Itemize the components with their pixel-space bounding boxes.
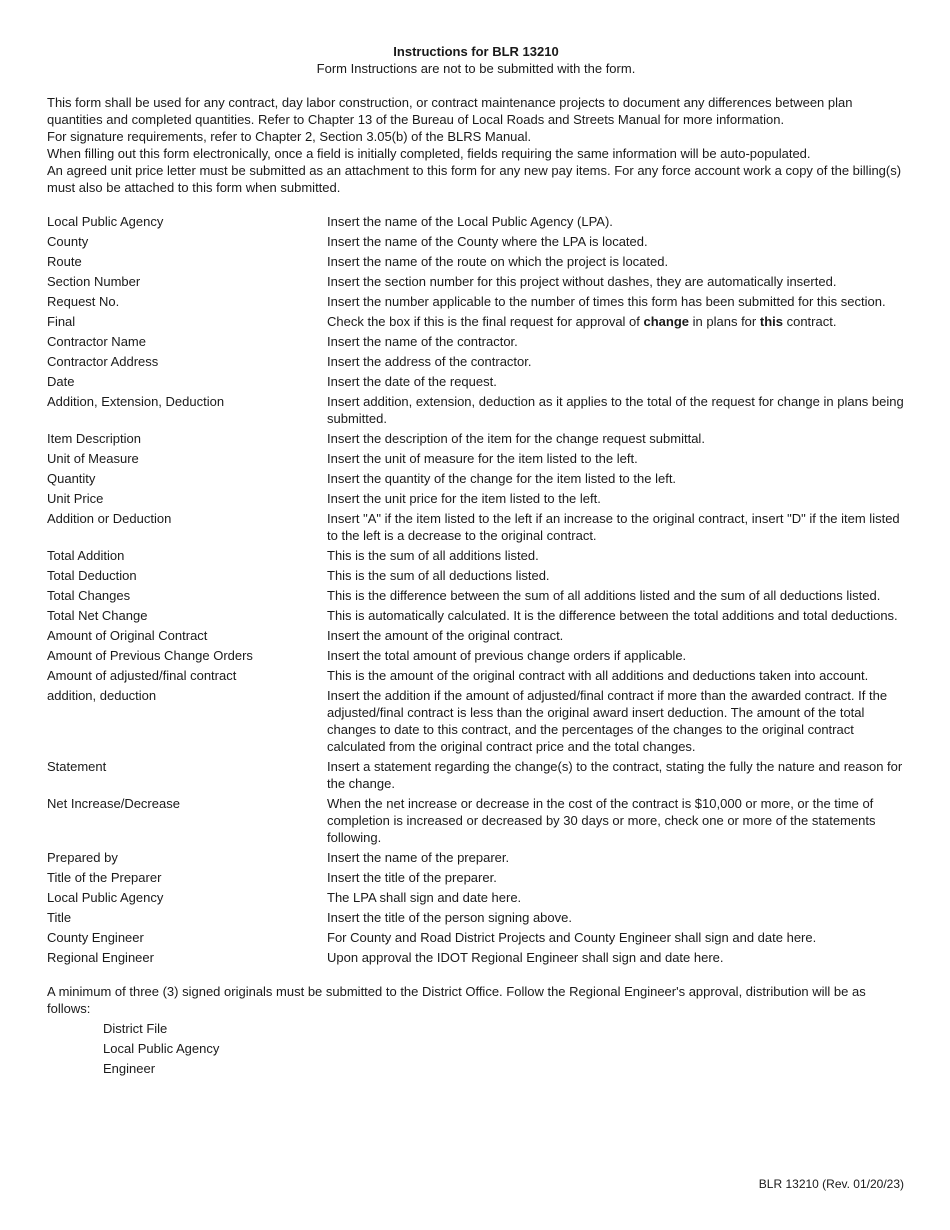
field-name: Section Number bbox=[47, 274, 141, 289]
field-name: Local Public Agency bbox=[47, 890, 164, 905]
definition-row bbox=[47, 929, 905, 946]
definition-row bbox=[47, 393, 905, 427]
definition-row bbox=[47, 607, 905, 624]
instructions-page bbox=[47, 43, 905, 1080]
form-revision: BLR 13210 (Rev. 01/20/23) bbox=[758, 1177, 904, 1191]
field-instruction: This is automatically calculated. It is the difference between the total additions and total deductions. bbox=[327, 608, 898, 623]
field-instruction: When the net increase or decrease in the cost of the contract is $10,000 or more, or the time of completion is increased or decreased by 30 days or more, check one or more of the statements following. bbox=[327, 796, 876, 845]
definition-row bbox=[47, 293, 905, 310]
field-name: Title of the Preparer bbox=[47, 870, 162, 885]
definition-row bbox=[47, 510, 905, 544]
page-title: Instructions for BLR 13210 bbox=[393, 44, 559, 59]
distribution-item: District File bbox=[103, 1021, 168, 1036]
field-instruction: Insert the number applicable to the number of times this form has been submitted for this section. bbox=[327, 294, 886, 309]
field-name: Request No. bbox=[47, 294, 120, 309]
field-name: addition, deduction bbox=[47, 688, 157, 703]
field-instruction: Insert the unit of measure for the item listed to the left. bbox=[327, 451, 638, 466]
definition-row bbox=[47, 758, 905, 792]
definition-row bbox=[47, 373, 905, 390]
definition-row bbox=[47, 333, 905, 350]
definition-row bbox=[47, 353, 905, 370]
field-instruction bbox=[327, 313, 905, 330]
field-name: County Engineer bbox=[47, 930, 144, 945]
emphasis-text: change bbox=[643, 314, 690, 329]
field-instruction: Insert the date of the request. bbox=[327, 374, 497, 389]
distribution-item: Engineer bbox=[103, 1061, 156, 1076]
field-name: Item Description bbox=[47, 431, 141, 446]
field-instruction: Insert the description of the item for the change request submittal. bbox=[327, 431, 705, 446]
field-instruction: Upon approval the IDOT Regional Engineer shall sign and date here. bbox=[327, 950, 724, 965]
field-instruction: Insert "A" if the item listed to the left if an increase to the original contract, insert "D" if the item listed to the left is a decrease to the original contract. bbox=[327, 511, 900, 543]
field-name: Total Net Change bbox=[47, 608, 148, 623]
field-instruction: Insert the amount of the original contract. bbox=[327, 628, 564, 643]
definition-row bbox=[47, 849, 905, 866]
definition-row bbox=[47, 430, 905, 447]
field-instruction: Insert the address of the contractor. bbox=[327, 354, 532, 369]
field-instruction: Insert the name of the contractor. bbox=[327, 334, 518, 349]
field-instruction: Insert the quantity of the change for the item listed to the left. bbox=[327, 471, 677, 486]
intro-paragraph: An agreed unit price letter must be submitted as an attachment to this form for any new pay items. For any force account work a copy of the billing(s) must also be attached to this form when submitted. bbox=[47, 163, 902, 195]
field-name: Date bbox=[47, 374, 75, 389]
definition-row bbox=[47, 253, 905, 270]
definition-row bbox=[47, 547, 905, 564]
field-name: Regional Engineer bbox=[47, 950, 154, 965]
instruction-text: Check the box if this is the final request for approval of bbox=[327, 314, 644, 329]
field-name: Amount of adjusted/final contract bbox=[47, 668, 237, 683]
definition-row bbox=[47, 313, 905, 330]
field-instruction: Insert the name of the County where the LPA is located. bbox=[327, 234, 648, 249]
definition-row bbox=[47, 273, 905, 290]
definition-row bbox=[47, 647, 905, 664]
definition-row bbox=[47, 627, 905, 644]
intro-paragraph: When filling out this form electronically, once a field is initially completed, fields requiring the same information will be auto-populated. bbox=[47, 146, 811, 161]
instruction-text: in plans for bbox=[689, 314, 760, 329]
definition-row bbox=[47, 889, 905, 906]
distribution-item: Local Public Agency bbox=[103, 1041, 220, 1056]
field-name: Unit Price bbox=[47, 491, 104, 506]
intro-section bbox=[47, 94, 905, 196]
field-name: Contractor Address bbox=[47, 354, 159, 369]
field-name: Quantity bbox=[47, 471, 96, 486]
page-subtitle: Form Instructions are not to be submitted with the form. bbox=[316, 61, 636, 76]
field-instruction: Insert the total amount of previous change orders if applicable. bbox=[327, 648, 687, 663]
field-name: Title bbox=[47, 910, 72, 925]
definition-row bbox=[47, 949, 905, 966]
field-name: Contractor Name bbox=[47, 334, 146, 349]
field-instruction: This is the sum of all deductions listed. bbox=[327, 568, 550, 583]
closing-section bbox=[47, 983, 905, 1077]
field-name: Statement bbox=[47, 759, 107, 774]
distribution-note: A minimum of three (3) signed originals must be submitted to the District Office. Follow the Regional Engineer's approval, distribution will be as follows: bbox=[47, 984, 866, 1016]
field-definitions-list bbox=[47, 213, 905, 966]
field-name: County bbox=[47, 234, 89, 249]
field-name: Total Deduction bbox=[47, 568, 137, 583]
field-name: Total Addition bbox=[47, 548, 125, 563]
definition-row bbox=[47, 587, 905, 604]
field-instruction: This is the sum of all additions listed. bbox=[327, 548, 539, 563]
field-name: Amount of Original Contract bbox=[47, 628, 208, 643]
field-instruction: Insert the title of the preparer. bbox=[327, 870, 497, 885]
field-instruction: Insert addition, extension, deduction as it applies to the total of the request for change in plans being submitted. bbox=[327, 394, 904, 426]
field-instruction: Insert the name of the Local Public Agency (LPA). bbox=[327, 214, 613, 229]
field-instruction: Insert the unit price for the item listed to the left. bbox=[327, 491, 601, 506]
field-instruction: For County and Road District Projects and County Engineer shall sign and date here. bbox=[327, 930, 817, 945]
field-instruction: Insert the section number for this project without dashes, they are automatically inserted. bbox=[327, 274, 837, 289]
definition-row bbox=[47, 490, 905, 507]
field-instruction: Insert the addition if the amount of adjusted/final contract if more than the awarded contract. If the adjusted/final contract is less than the original award insert deduction. The amount of the total changes to date to this contract, and the percentages of the changes to the original contract calculated from the original contract price and the total changes. bbox=[327, 688, 888, 754]
field-name: Final bbox=[47, 314, 76, 329]
field-name: Addition or Deduction bbox=[47, 511, 172, 526]
definition-row bbox=[47, 869, 905, 886]
emphasis-text: this bbox=[759, 314, 783, 329]
field-name: Amount of Previous Change Orders bbox=[47, 648, 253, 663]
field-instruction: This is the amount of the original contract with all additions and deductions taken into account. bbox=[327, 668, 869, 683]
field-instruction: This is the difference between the sum of all additions listed and the sum of all deductions listed. bbox=[327, 588, 881, 603]
definition-row bbox=[47, 667, 905, 684]
definition-row bbox=[47, 909, 905, 926]
field-name: Net Increase/Decrease bbox=[47, 796, 180, 811]
definition-row bbox=[47, 567, 905, 584]
definition-row bbox=[47, 233, 905, 250]
field-instruction: Insert the title of the person signing above. bbox=[327, 910, 572, 925]
intro-paragraph: For signature requirements, refer to Chapter 2, Section 3.05(b) of the BLRS Manual. bbox=[47, 129, 532, 144]
definition-row bbox=[47, 213, 905, 230]
field-name: Local Public Agency bbox=[47, 214, 164, 229]
field-instruction: The LPA shall sign and date here. bbox=[327, 890, 522, 905]
definition-row bbox=[47, 450, 905, 467]
instruction-text: contract. bbox=[782, 314, 837, 329]
field-name: Addition, Extension, Deduction bbox=[47, 394, 225, 409]
field-name: Unit of Measure bbox=[47, 451, 139, 466]
intro-paragraph: This form shall be used for any contract, day labor construction, or contract maintenance projects to document any differences between plan quantities and completed quantities. Refer to Chapter 13 of the Bureau of Local Roads and Streets Manual for more information. bbox=[47, 95, 853, 127]
field-name: Prepared by bbox=[47, 850, 118, 865]
definition-row bbox=[47, 795, 905, 846]
field-name: Route bbox=[47, 254, 82, 269]
field-instruction: Insert the name of the preparer. bbox=[327, 850, 510, 865]
field-instruction: Insert a statement regarding the change(s) to the contract, stating the fully the nature and reason for the change. bbox=[327, 759, 903, 791]
definition-row bbox=[47, 687, 905, 755]
field-instruction: Insert the name of the route on which the project is located. bbox=[327, 254, 669, 269]
field-name: Total Changes bbox=[47, 588, 131, 603]
distribution-list bbox=[103, 1020, 905, 1077]
definition-row bbox=[47, 470, 905, 487]
